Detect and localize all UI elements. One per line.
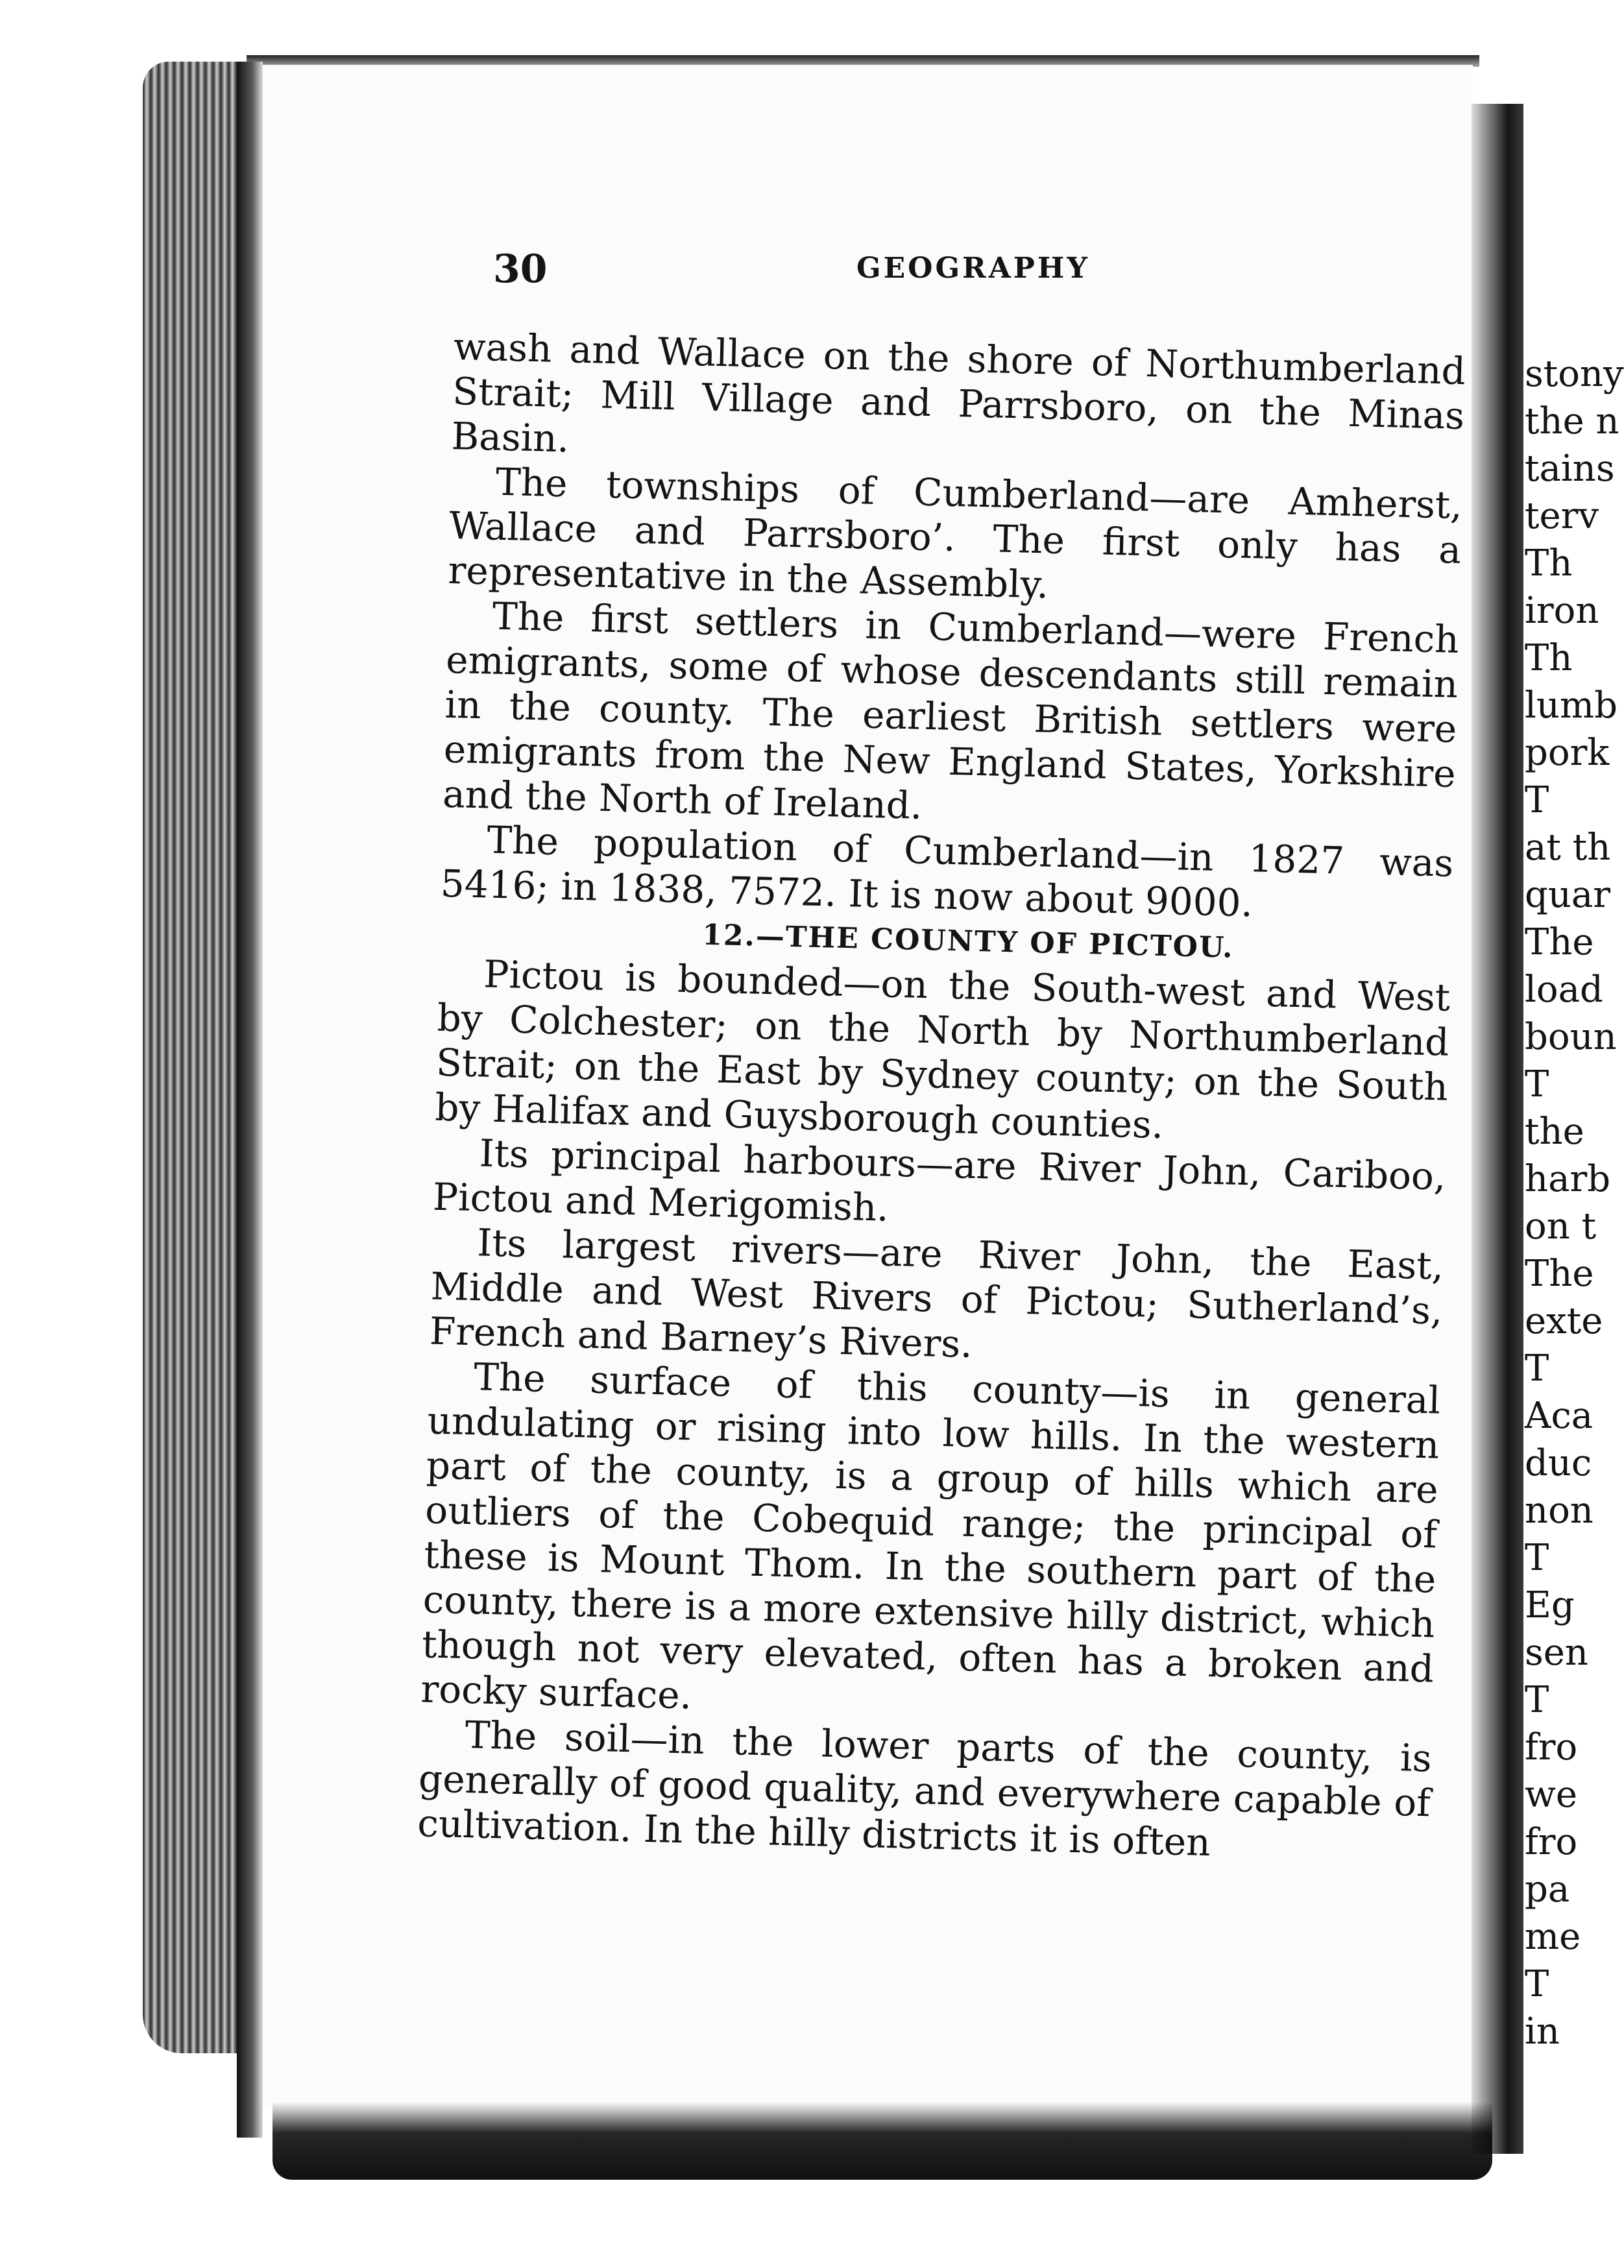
facing-line: at th [1525, 826, 1611, 869]
paragraph: The first settlers in Cumberland—were French emigrants, some of whose descendants still remain in the county. The earliest British settlers were emigrants from the New England States, Yorkshire and the North of Ireland. [442, 594, 1460, 828]
facing-line: fro [1525, 1821, 1578, 1863]
paragraph: The population of Cumberland—in 1827 was 5416; in 1838, 7572. It is now about 9000. [440, 817, 1454, 926]
page-header [493, 247, 1466, 298]
facing-line: quar [1525, 874, 1611, 916]
facing-line: T [1525, 1347, 1549, 1390]
facing-line: pa [1525, 1868, 1570, 1911]
facing-line: tains [1525, 448, 1615, 490]
facing-line: terv [1525, 495, 1599, 537]
facing-line: The [1525, 1253, 1594, 1295]
facing-line: iron [1525, 590, 1599, 632]
facing-line: Aca [1525, 1395, 1594, 1437]
facing-line: non [1525, 1490, 1594, 1532]
facing-line: T [1525, 1963, 1549, 2005]
paragraph: The surface of this county—is in general undulating or rising into low hills. In the western part of the county, is a group of hills which are outliers of the Cobequid range; the principal of these is Mount Thom. In the southern part of the county, there is a more extensive hilly district, which though not very elevated, often has a broken and rocky surface. [420, 1355, 1441, 1718]
paragraph: Its principal harbours—are River John, Cariboo, Pictou and Merigomish. [432, 1131, 1447, 1230]
paragraph: Its largest rivers—are River John, the East, Middle and West Rivers of Pictou; Sutherland’s, French and Barney’s Rivers. [429, 1220, 1444, 1366]
facing-line: fro [1525, 1726, 1578, 1768]
facing-line: harb [1525, 1158, 1611, 1200]
facing-line: boun [1525, 1016, 1617, 1058]
facing-line: we [1525, 1774, 1578, 1816]
facing-line: me [1525, 1916, 1581, 1958]
facing-line: pork [1525, 732, 1610, 774]
page-body [417, 324, 1466, 1870]
facing-page-fragment [1525, 350, 1624, 2102]
facing-line: on t [1525, 1205, 1597, 1248]
paragraph: Pictou is bounded—on the South-west and West by Colchester; on the North by Northumberland Strait; on the East by Sydney county; on the South by Halifax and Guysborough counties. [434, 952, 1451, 1148]
book-gutter [1472, 104, 1523, 2154]
paragraph: wash and Wallace on the shore of Northumberland Strait; Mill Village and Parrsboro, on the Minas Basin. [450, 324, 1466, 461]
page-left-shadow [237, 62, 263, 2138]
section-heading: 12.—THE COUNTY OF PICTOU. [701, 918, 1235, 965]
facing-line: load [1525, 969, 1603, 1011]
facing-line: T [1525, 1537, 1549, 1579]
facing-line: in [1525, 2010, 1560, 2053]
facing-line: T [1525, 779, 1549, 821]
facing-line: Th [1525, 542, 1573, 585]
facing-line: stony [1525, 353, 1624, 395]
facing-line: the n [1525, 400, 1619, 442]
facing-line: lumb [1525, 684, 1618, 727]
facing-line: duc [1525, 1442, 1592, 1484]
page-bottom-shadow [273, 2102, 1492, 2180]
facing-line: T [1525, 1679, 1549, 1721]
paragraph: The townships of Cumberland—are Amherst, Wallace and Parrsboro’. The first only has a representative in the Assembly. [447, 459, 1463, 607]
facing-line: T [1525, 1063, 1549, 1105]
facing-line: Eg [1525, 1584, 1575, 1626]
page-number: 30 [493, 247, 548, 292]
facing-line: exte [1525, 1300, 1603, 1342]
facing-line: Th [1525, 637, 1573, 679]
facing-line: The [1525, 921, 1594, 963]
paragraph: The soil—in the lower parts of the county, is generally of good quality, and everywhere capable of cultivation. In the hilly districts it is often [417, 1713, 1433, 1865]
facing-line: sen [1525, 1632, 1588, 1674]
facing-line: the [1525, 1111, 1584, 1153]
running-head: GEOGRAPHY [856, 252, 1090, 285]
